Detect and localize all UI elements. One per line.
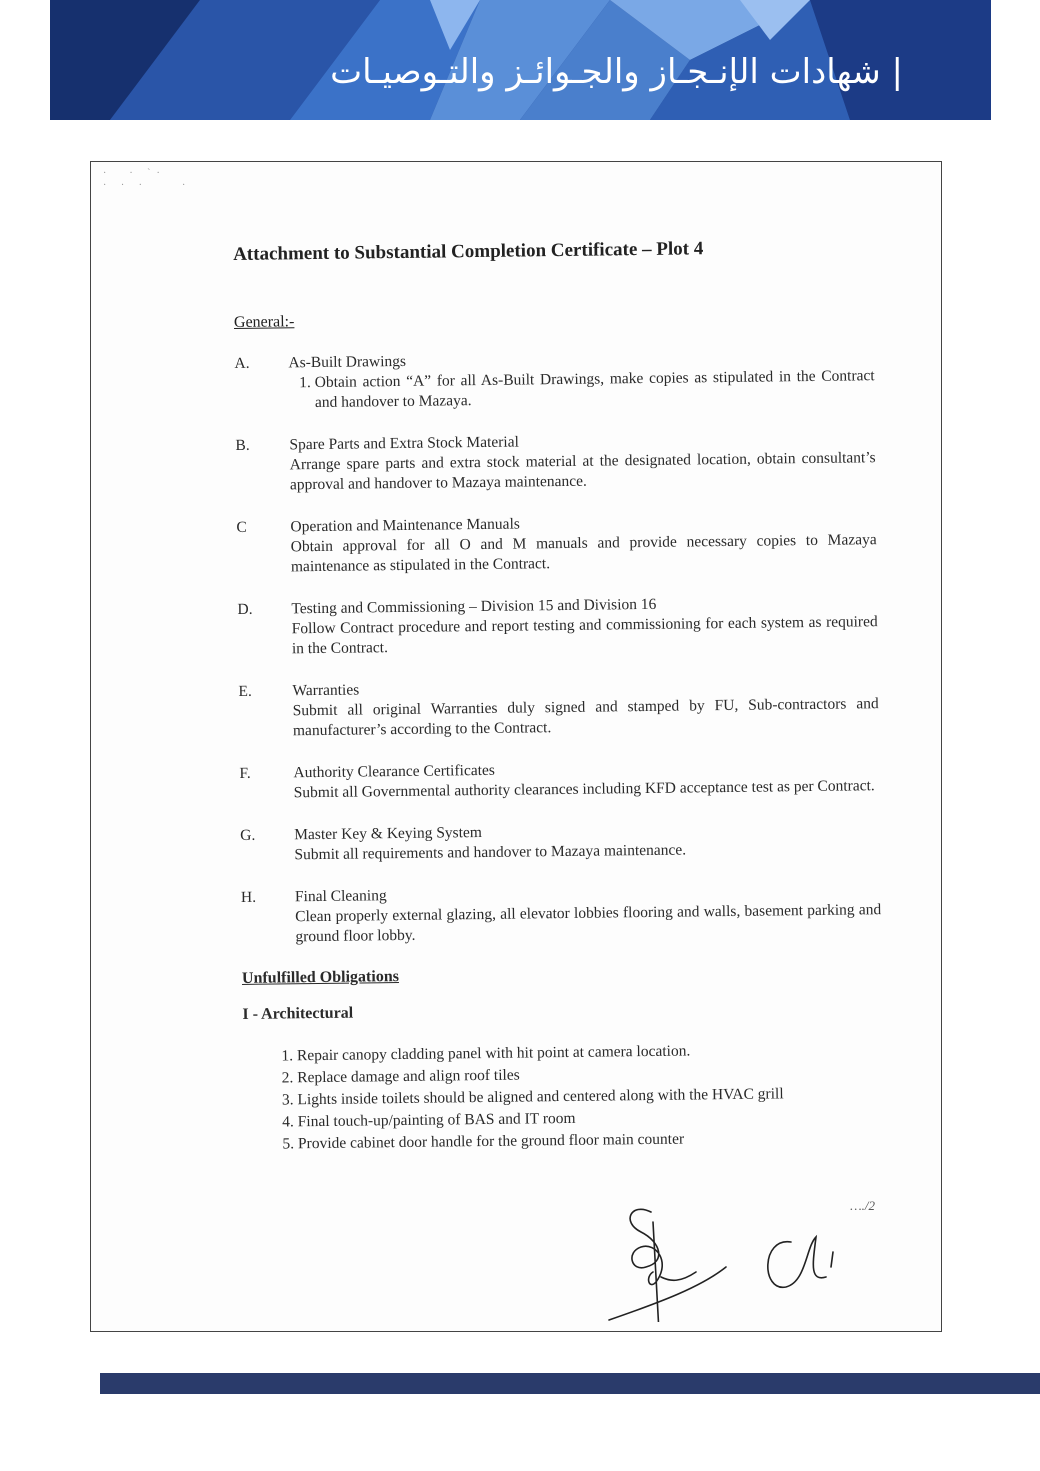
item-heading: Spare Parts and Extra Stock Material bbox=[289, 433, 519, 454]
item-letter: C bbox=[236, 518, 247, 536]
item-heading: Testing and Commissioning – Division 15 and Division 16 bbox=[291, 595, 657, 618]
header-banner bbox=[50, 0, 991, 120]
item-heading: Warranties bbox=[292, 681, 360, 700]
footer-bar bbox=[100, 1373, 1040, 1394]
general-item bbox=[237, 592, 878, 660]
obligation-item: 1. Repair canopy cladding panel with hit point at camera location. bbox=[297, 1038, 883, 1067]
item-body: Obtain approval for all O and M manuals and provide necessary copies to Mazaya maintenance as stipulated in the Contract. bbox=[290, 531, 877, 576]
page-continuation-mark: …./2 bbox=[850, 1198, 875, 1213]
general-item bbox=[235, 428, 876, 496]
item-letter: D. bbox=[237, 600, 253, 618]
scanned-document bbox=[90, 161, 942, 1332]
item-heading: Final Cleaning bbox=[294, 887, 387, 906]
general-heading: General:- bbox=[233, 313, 295, 331]
obligation-item: 4. Final touch-up/painting of BAS and IT room bbox=[298, 1104, 884, 1133]
item-heading: As-Built Drawings bbox=[288, 352, 407, 372]
general-item bbox=[241, 880, 882, 948]
scan-specks: · · `· · · · · bbox=[103, 168, 192, 191]
item-letter: B. bbox=[235, 436, 250, 454]
signature-icon bbox=[601, 1192, 901, 1322]
general-item bbox=[238, 674, 879, 742]
item-body: Submit all Governmental authority clearances including KFD acceptance test as per Contract. bbox=[293, 777, 875, 802]
architectural-heading: I - Architectural bbox=[242, 1004, 354, 1023]
item-letter: F. bbox=[239, 764, 251, 782]
general-item bbox=[239, 756, 879, 804]
item-body: Follow Contract procedure and report testing and commissioning for each system as required in the Contract. bbox=[291, 613, 878, 658]
document-body bbox=[233, 236, 884, 1156]
item-heading: Operation and Maintenance Manuals bbox=[290, 515, 520, 536]
item-body: Arrange spare parts and extra stock material at the designated location, obtain consultant’s approval and handover to Mazaya maintenance. bbox=[289, 449, 876, 494]
item-letter: A. bbox=[234, 354, 250, 372]
item-sub-list bbox=[289, 366, 875, 413]
item-letter: H. bbox=[240, 888, 257, 906]
obligation-item: 2. Replace damage and align roof tiles bbox=[297, 1060, 883, 1089]
item-body: Clean properly external glazing, all elevator lobbies flooring and walls, basement parking and ground floor lobby. bbox=[295, 901, 882, 946]
general-item bbox=[240, 818, 880, 866]
obligation-item: 5. Provide cabinet door handle for the ground floor main counter bbox=[298, 1126, 884, 1155]
item-body: Submit all original Warranties duly signed and stamped by FU, Sub-contractors and manufacturer’s according to the Contract. bbox=[292, 695, 879, 740]
general-item bbox=[236, 510, 877, 578]
document-title: Attachment to Substantial Completion Certificate – Plot 4 bbox=[233, 238, 704, 265]
unfulfilled-heading: Unfulfilled Obligations bbox=[241, 968, 399, 987]
item-heading: Master Key & Keying System bbox=[294, 824, 483, 844]
obligations-list bbox=[243, 1038, 884, 1156]
item-heading: Authority Clearance Certificates bbox=[293, 761, 495, 782]
item-letter: G. bbox=[240, 826, 256, 844]
item-letter: E. bbox=[238, 682, 252, 700]
general-item bbox=[234, 346, 875, 414]
item-body: Submit all requirements and handover to Mazaya maintenance. bbox=[294, 841, 687, 864]
sub-list-item: 1. Obtain action “A” for all As-Built Drawings, make copies as stipulated in the Contract and handover to Mazaya. bbox=[315, 366, 875, 413]
obligation-item: 3. Lights inside toilets should be aligned and centered along with the HVAC grill bbox=[297, 1082, 883, 1111]
banner-title: | شهادات الإنـجـاز والجـوائـز والتـوصيـات bbox=[330, 52, 903, 92]
